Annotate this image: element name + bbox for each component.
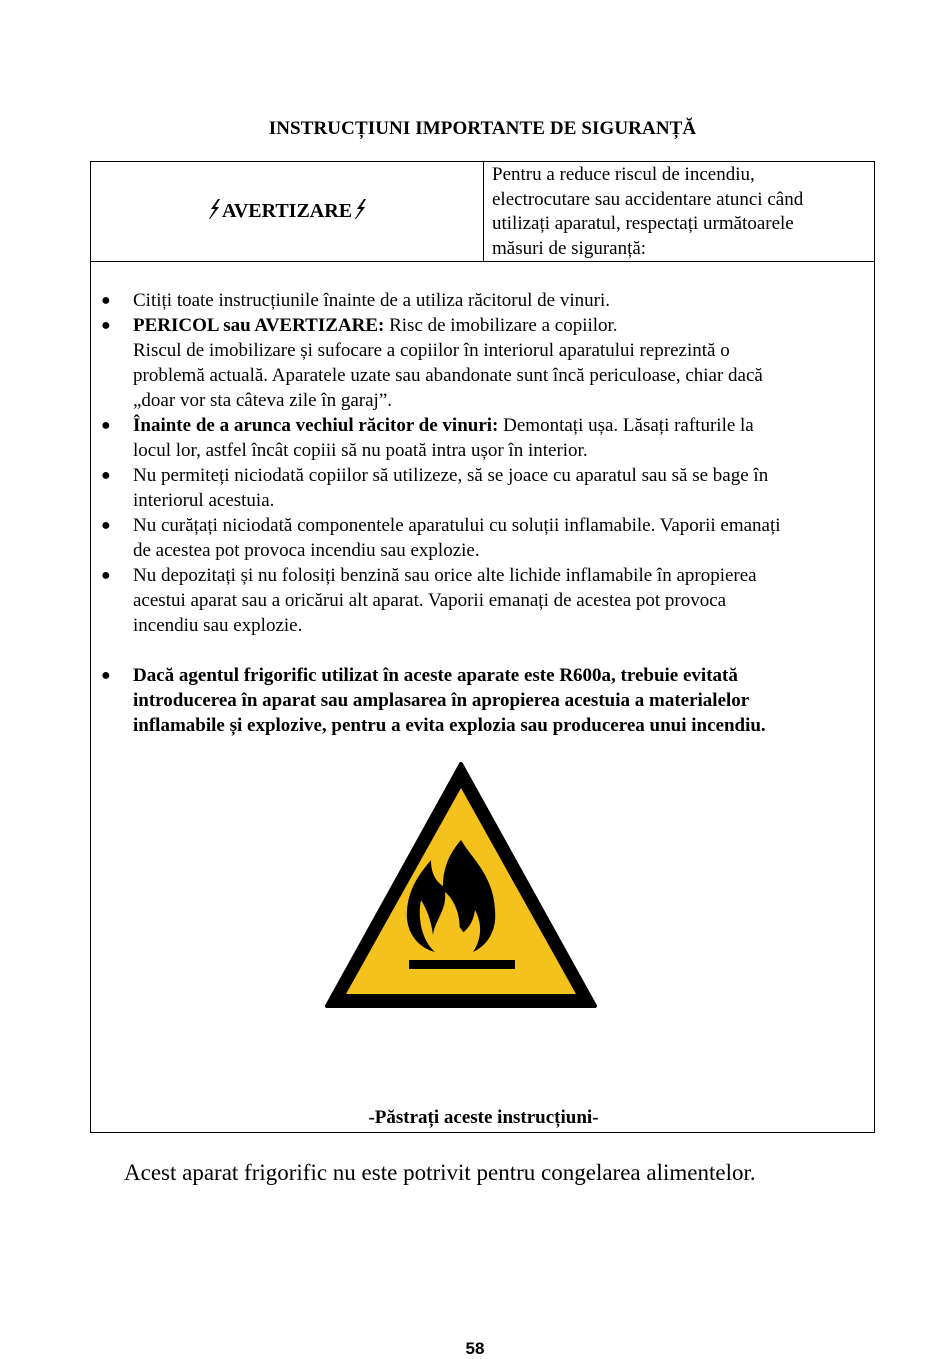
item-line: Citiți toate instrucțiunile înainte de a utiliza răcitorul de vinuri. [133, 290, 610, 311]
item-line: Nu curățați niciodată componentele aparatului cu soluții inflamabile. Vaporii emanați [133, 515, 781, 536]
item-line: Nu permiteți niciodată copiilor să utilizeze, să se joace cu aparatul sau să se bage în [133, 465, 769, 486]
bullet-icon: ● [101, 317, 111, 334]
item-line: Riscul de imobilizare și sufocare a copiilor în interiorul aparatului reprezintă o [133, 340, 730, 361]
bullet-icon: ● [101, 667, 111, 684]
warning-line: măsuri de siguranță: [492, 237, 647, 259]
item-line: inflamabile și explozive, pentru a evita explozia sau producerea unui incendiu. [133, 715, 766, 736]
item-line: de acestea pot provoca incendiu sau explozie. [133, 540, 480, 561]
item-line [133, 413, 868, 438]
list-item [91, 288, 876, 313]
item-lead: Înainte de a arunca vechiul răcitor de vinuri: [133, 415, 499, 436]
item-line: locul lor, astfel încât copiii să nu poată intra ușor în interior. [133, 440, 588, 461]
bullet-icon: ● [101, 292, 111, 309]
item-line: Nu depozitați și nu folosiți benzină sau orice alte lichide inflamabile în apropierea [133, 565, 757, 586]
warning-line: electrocutare sau accidentare atunci când [492, 188, 804, 210]
item-line: Dacă agentul frigorific utilizat în aceste aparate este R600a, trebuie evitată [133, 665, 738, 686]
lightning-bolt-icon [207, 199, 221, 224]
item-line: problemă actuală. Aparatele uzate sau abandonate sunt încă periculoase, chiar dacă [133, 365, 763, 386]
list-item [91, 513, 876, 563]
footer-note: Acest aparat frigorific nu este potrivit pentru congelarea alimentelor. [124, 1160, 756, 1185]
item-line: incendiu sau explozie. [133, 615, 303, 636]
page-number: 58 [465, 1339, 485, 1358]
flammable-warning-icon [323, 760, 599, 1010]
warning-label: AVERTIZARE [221, 200, 353, 222]
bullet-icon: ● [101, 567, 111, 584]
page-title: INSTRUCȚIUNI IMPORTANTE DE SIGURANȚĂ [268, 118, 697, 139]
safety-box [90, 161, 875, 1133]
list-item [91, 463, 876, 513]
warning-cell [91, 162, 484, 261]
item-text: Risc de imobilizare a copiilor. [384, 315, 618, 336]
item-text: Demontați ușa. Lăsați rafturile la [498, 415, 754, 436]
item-lead: PERICOL sau AVERTIZARE: [133, 315, 385, 336]
lightning-bolt-icon [353, 199, 367, 224]
bullet-icon: ● [101, 517, 111, 534]
keep-instructions: -Păstrați aceste instrucțiuni- [368, 1107, 599, 1128]
item-line: introducerea în aparat sau amplasarea în apropierea acestuia a materialelor [133, 690, 750, 711]
warning-line: Pentru a reduce riscul de incendiu, [492, 164, 755, 185]
item-line: interiorul acestuia. [133, 490, 275, 511]
list-item [91, 563, 876, 638]
item-line [133, 313, 868, 338]
divider [91, 261, 874, 262]
item-line: acestui aparat sau a oricărui alt aparat. Vaporii emanați de acestea pot provoca [133, 590, 727, 611]
bullet-icon: ● [101, 467, 111, 484]
warning-text [492, 163, 862, 261]
list-item [91, 313, 876, 413]
list-item [91, 413, 876, 463]
item-line: „doar vor sta câteva zile în garaj”. [133, 390, 392, 411]
bullet-icon: ● [101, 417, 111, 434]
warning-line: utilizați aparatul, respectați următoarele [492, 213, 794, 234]
list-item [91, 663, 876, 738]
safety-list [91, 288, 876, 738]
